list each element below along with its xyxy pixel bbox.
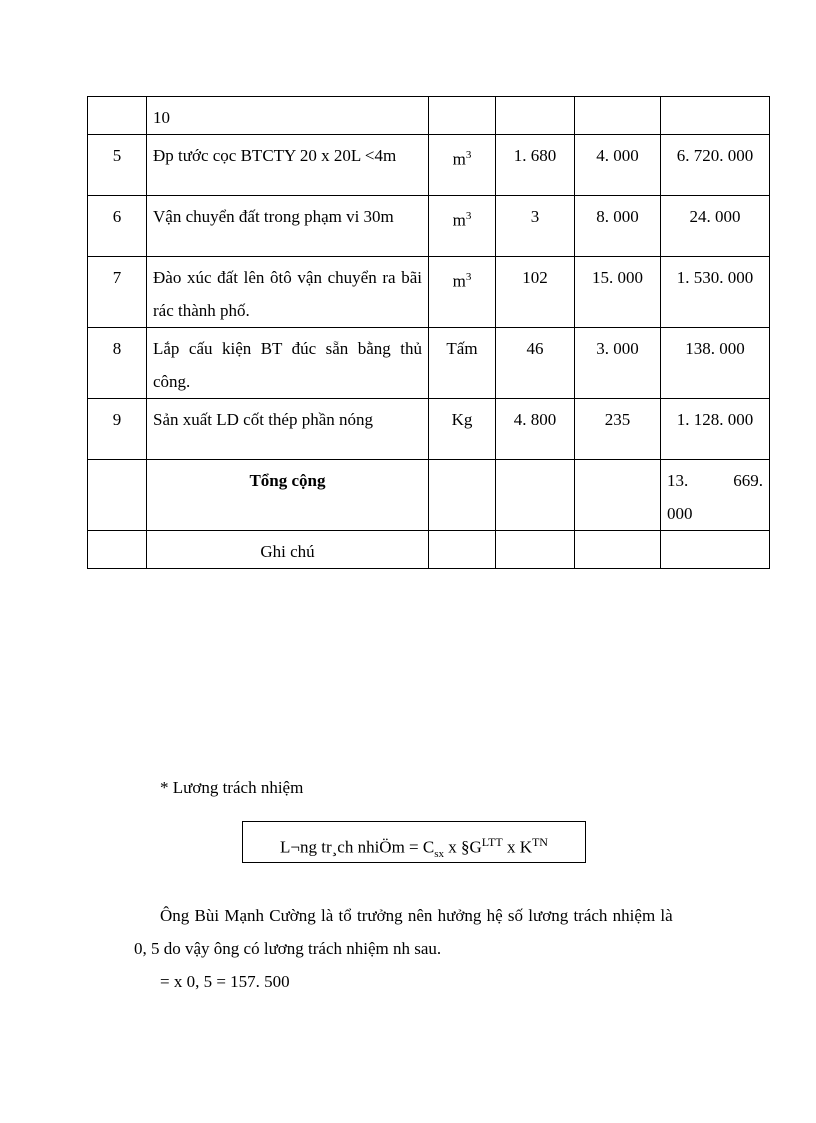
- row-unit: [429, 97, 496, 135]
- total-empty-qty: [496, 460, 575, 531]
- formula-sup-ltt: LTT: [481, 835, 503, 849]
- row-number: 5: [88, 135, 147, 196]
- total-amount-line-1: 13. 669.: [667, 471, 763, 490]
- row-description: Sản xuất LD cốt thép phần nóng: [147, 399, 429, 460]
- total-amount-line-2: 000: [667, 504, 693, 523]
- row-amount: 6. 720. 000: [661, 135, 770, 196]
- unit-text: m: [452, 271, 466, 291]
- row-description: 10: [147, 97, 429, 135]
- row-quantity: 1. 680: [496, 135, 575, 196]
- row-description: Lắp cấu kiện BT đúc sẵn bằng thủ công.: [147, 328, 429, 399]
- note-empty-qty: [496, 531, 575, 569]
- row-amount: 1. 530. 000: [661, 257, 770, 328]
- row-description: Vận chuyển đất trong phạm vi 30m: [147, 196, 429, 257]
- row-unit-price: 235: [575, 399, 661, 460]
- note-label: Ghi chú: [147, 531, 429, 569]
- formula-sup-tn: TN: [531, 835, 548, 849]
- total-label: Tổng cộng: [147, 460, 429, 531]
- paragraph-line-2: 0, 5 do vậy ông có lương trách nhiệm nh sau.: [134, 939, 442, 958]
- row-description: Đp tước cọc BTCTY 20 x 20L <4m: [147, 135, 429, 196]
- row-unit-price: 4. 000: [575, 135, 661, 196]
- formula-sub-sx: sx: [434, 848, 445, 861]
- row-description: Đào xúc đất lên ôtô vận chuyển ra bãi rác thành phố.: [147, 257, 429, 328]
- row-number: 7: [88, 257, 147, 328]
- unit-text: m: [452, 149, 466, 169]
- row-unit: [429, 196, 496, 257]
- table-row: [88, 135, 770, 196]
- row-amount: 138. 000: [661, 328, 770, 399]
- row-unit-price: 15. 000: [575, 257, 661, 328]
- row-number: 8: [88, 328, 147, 399]
- total-row: [88, 460, 770, 531]
- unit-text: m: [452, 210, 466, 230]
- paragraph-line-3: = x 0, 5 = 157. 500: [160, 972, 290, 991]
- total-empty-no: [88, 460, 147, 531]
- row-quantity: 46: [496, 328, 575, 399]
- row-unit-price: 3. 000: [575, 328, 661, 399]
- note-row: [88, 531, 770, 569]
- table-row: [88, 399, 770, 460]
- total-empty-price: [575, 460, 661, 531]
- row-unit: [429, 399, 496, 460]
- row-quantity: 4. 800: [496, 399, 575, 460]
- note-empty-unit: [429, 531, 496, 569]
- cost-table-body: [88, 97, 770, 569]
- paragraph-line-1: Ông Bùi Mạnh Cường là tổ trưởng nên hưởng hệ số lương trách nhiệm là: [160, 906, 673, 925]
- row-quantity: 3: [496, 196, 575, 257]
- row-number: 9: [88, 399, 147, 460]
- note-empty-amount: [661, 531, 770, 569]
- row-number: [88, 97, 147, 135]
- section-title: * Lương trách nhiệm: [160, 778, 304, 797]
- table-row: [88, 328, 770, 399]
- row-quantity: [496, 97, 575, 135]
- formula-box: [242, 821, 586, 863]
- row-quantity: 102: [496, 257, 575, 328]
- formula-mid2: x K: [502, 837, 532, 857]
- row-number: 6: [88, 196, 147, 257]
- row-unit-price: 8. 000: [575, 196, 661, 257]
- row-amount: [661, 97, 770, 135]
- total-amount: [661, 460, 770, 531]
- row-unit: [429, 135, 496, 196]
- unit-text: Tấm: [446, 339, 478, 358]
- row-amount: 24. 000: [661, 196, 770, 257]
- cost-table: [87, 96, 770, 569]
- row-unit-price: [575, 97, 661, 135]
- table-row: [88, 97, 770, 135]
- formula-mid: x §G: [444, 837, 482, 857]
- unit-text: Kg: [451, 410, 473, 429]
- table-row: [88, 196, 770, 257]
- row-unit: [429, 328, 496, 399]
- total-empty-unit: [429, 460, 496, 531]
- unit-superscript: 3: [465, 210, 472, 222]
- note-empty-no: [88, 531, 147, 569]
- unit-superscript: 3: [465, 149, 472, 161]
- row-unit: [429, 257, 496, 328]
- table-row: [88, 257, 770, 328]
- formula-left: L¬ng tr¸ch nhiÖm = C: [280, 837, 435, 857]
- unit-superscript: 3: [465, 271, 472, 283]
- note-empty-price: [575, 531, 661, 569]
- row-amount: 1. 128. 000: [661, 399, 770, 460]
